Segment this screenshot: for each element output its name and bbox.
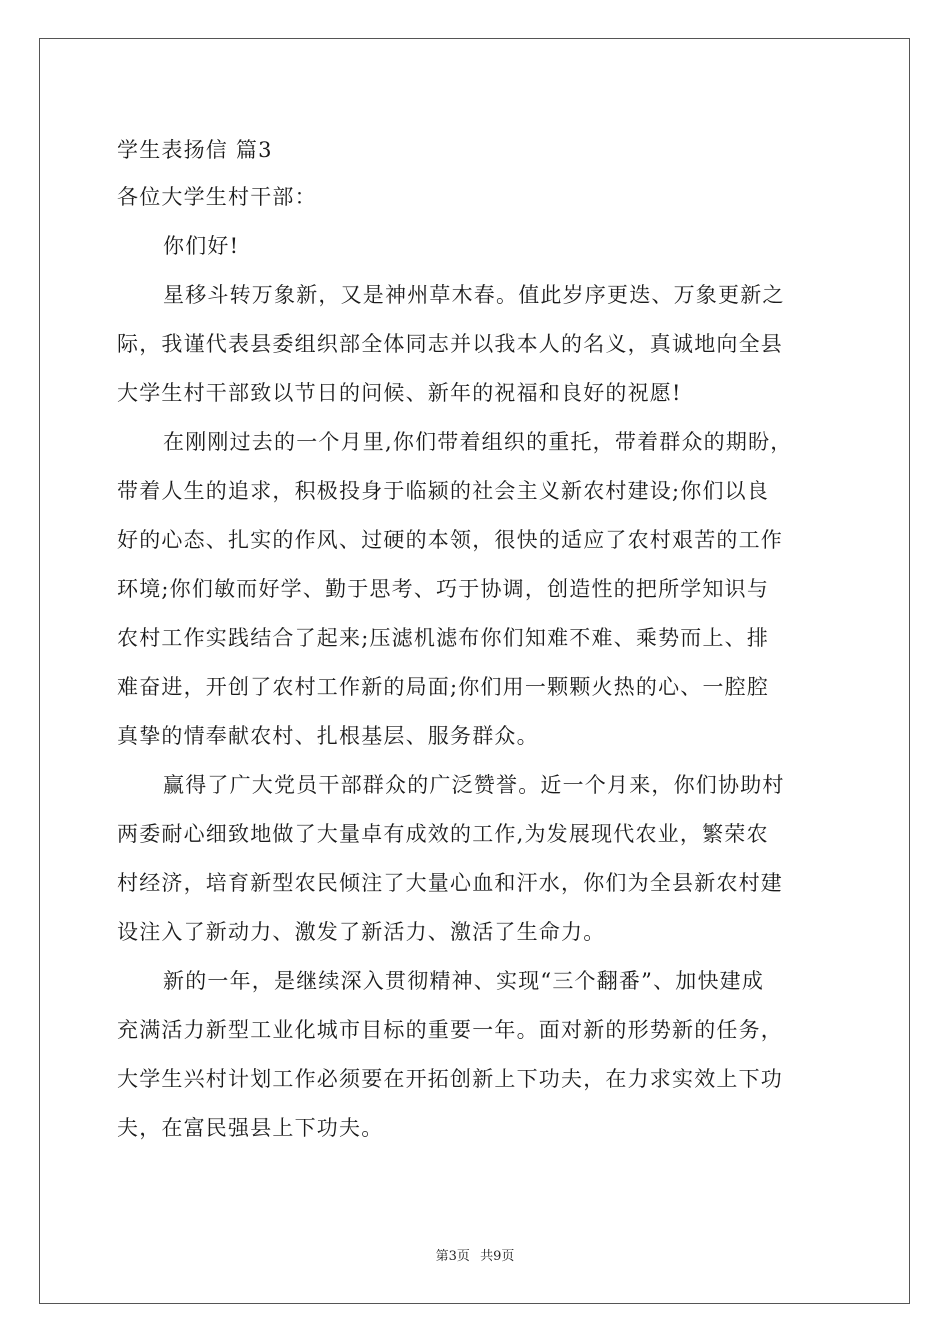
paragraph-line: 环境;你们敏而好学、勤于思考、巧于协调，创造性的把所学知识与: [117, 577, 770, 601]
paragraph-3: [117, 761, 835, 957]
paragraph-4: [117, 957, 835, 1153]
paragraph-line: 村经济，培育新型农民倾注了大量心血和汗水，你们为全县新农村建: [117, 871, 783, 895]
paragraph-line: 农村工作实践结合了起来;压滤机滤布你们知难不难、乘势而上、排: [117, 626, 770, 650]
document-body: [117, 128, 835, 1153]
paragraph-line: 两委耐心细致地做了大量卓有成效的工作,为发展现代农业，繁荣农: [117, 822, 769, 846]
paragraph-line: 大学生兴村计划工作必须要在开拓创新上下功夫，在力求实效上下功: [117, 1067, 783, 1091]
paragraph-line: 带着人生的追求，积极投身于临颍的社会主义新农村建设;你们以良: [117, 479, 770, 503]
paragraph-line: 难奋进，开创了农村工作新的局面;你们用一颗颗火热的心、一腔腔: [117, 675, 770, 699]
document-title: 学生表扬信 篇3: [117, 138, 273, 162]
paragraph-line: 星移斗转万象新，又是神州草木春。值此岁序更迭、万象更新之: [163, 283, 785, 307]
page-footer: [0, 1245, 950, 1264]
greeting: 你们好!: [163, 234, 240, 258]
paragraph-line: 际，我谨代表县委组织部全体同志并以我本人的名义，真诚地向全县: [117, 332, 783, 356]
page-total: 共9页: [480, 1249, 515, 1264]
paragraph-line: 真挚的情奉献农村、扎根基层、服务群众。: [117, 724, 539, 748]
paragraph-line: 在刚刚过去的一个月里,你们带着组织的重托，带着群众的期盼，: [163, 430, 793, 454]
paragraph-1: [117, 271, 835, 418]
paragraph-line: 充满活力新型工业化城市目标的重要一年。面对新的形势新的任务，: [117, 1018, 783, 1042]
paragraph-line: 新的一年，是继续深入贯彻精神、实现“三个翻番”、加快建成: [163, 969, 765, 993]
paragraph-line: 好的心态、扎实的作风、过硬的本领，很快的适应了农村艰苦的工作: [117, 528, 783, 552]
paragraph-line: 设注入了新动力、激发了新活力、激活了生命力。: [117, 920, 606, 944]
salutation: 各位大学生村干部：: [117, 185, 317, 209]
paragraph-line: 赢得了广大党员干部群众的广泛赞誉。近一个月来，你们协助村: [163, 773, 785, 797]
paragraph-line: 夫，在富民强县上下功夫。: [117, 1116, 384, 1140]
page-number: 第3页: [435, 1249, 470, 1264]
paragraph-2: [117, 418, 835, 761]
paragraph-line: 大学生村干部致以节日的问候、新年的祝福和良好的祝愿!: [117, 381, 682, 405]
